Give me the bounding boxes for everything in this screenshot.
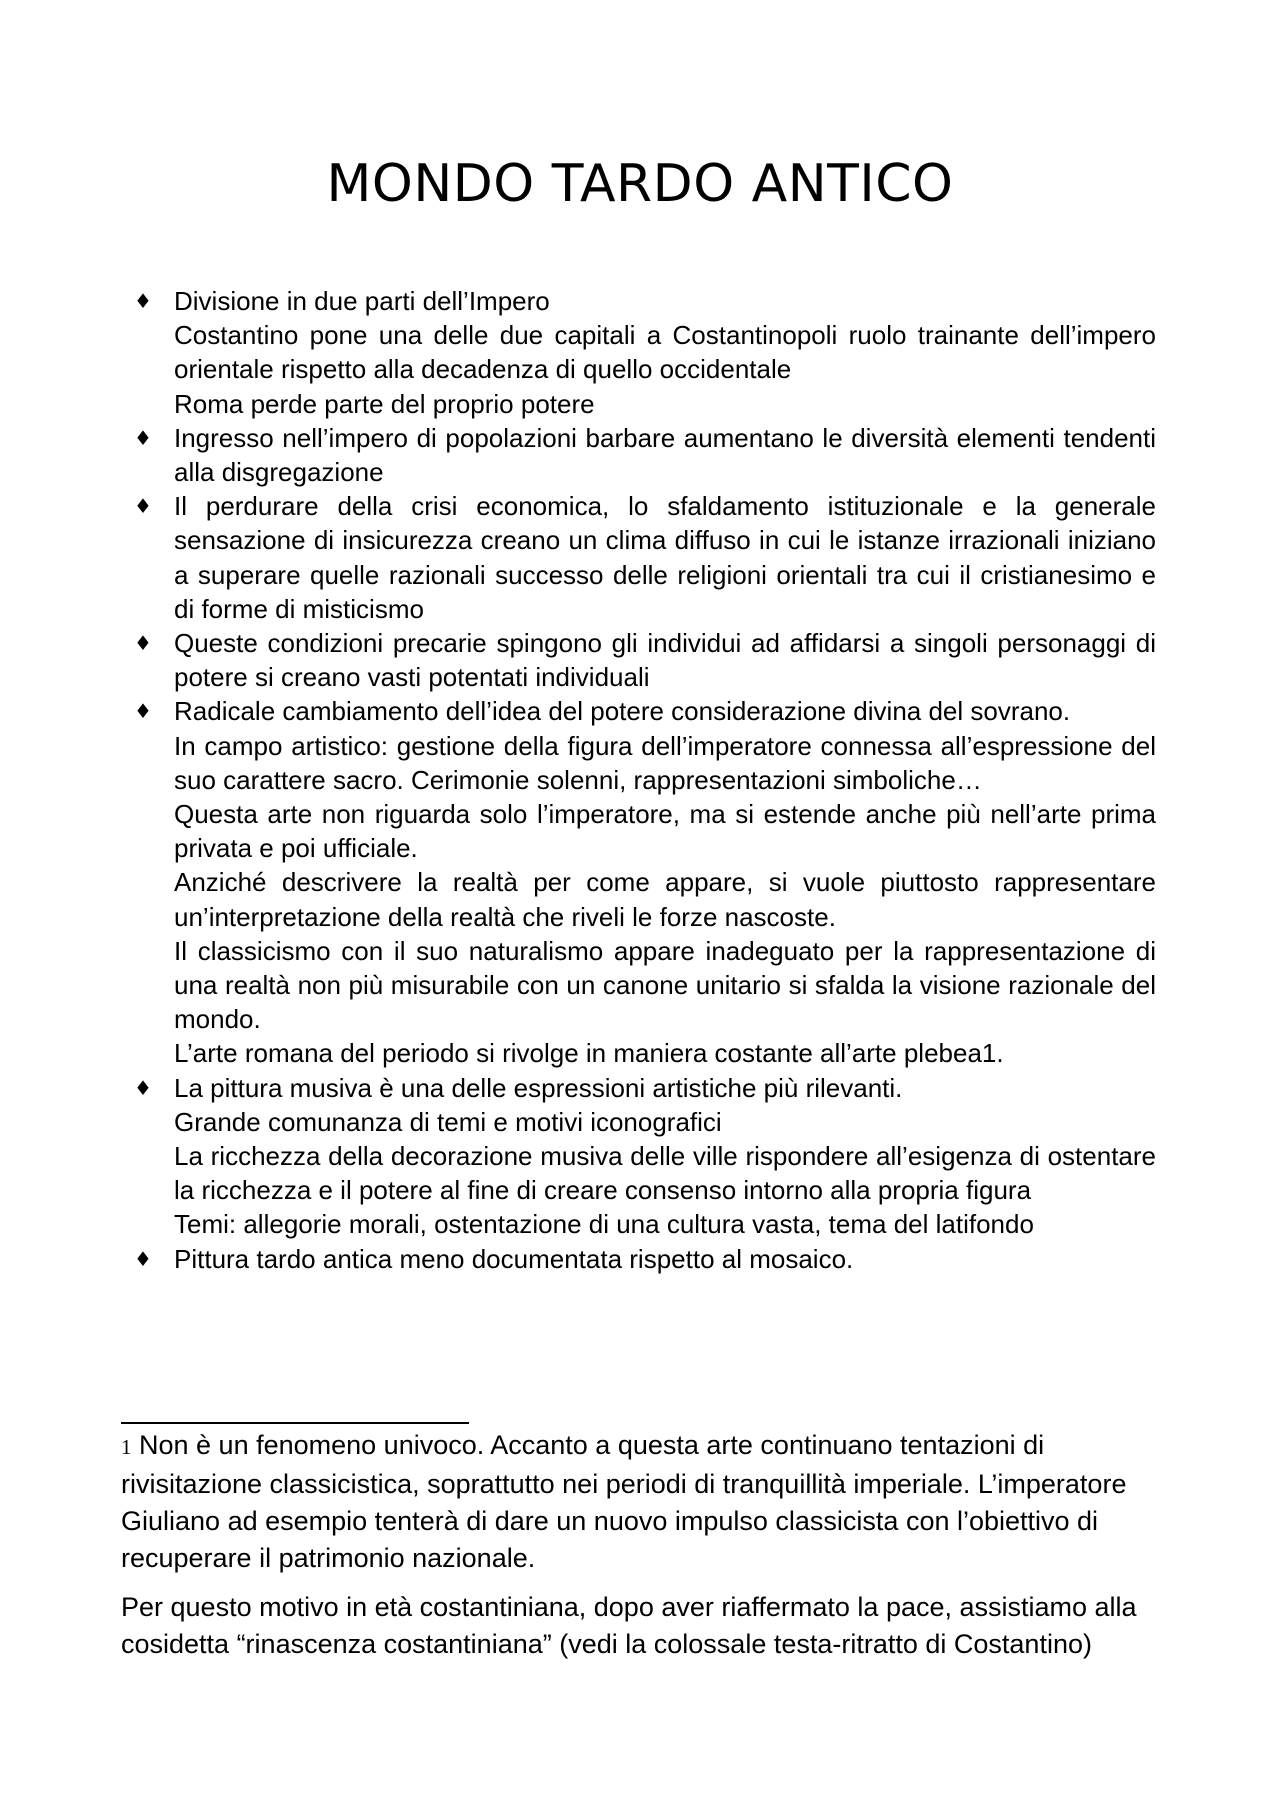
- paragraph: Grande comunanza di temi e motivi iconografici: [174, 1106, 722, 1137]
- diamond-bullet-icon: ♦: [134, 289, 152, 313]
- diamond-bullet-icon: ♦: [134, 1075, 152, 1100]
- list-item: [131, 626, 1156, 694]
- paragraph: La pittura musiva è una delle espressioni artistiche più rilevanti.: [174, 1072, 903, 1103]
- footnote-reference[interactable]: 1.: [981, 1038, 1004, 1069]
- list-item: [131, 1071, 1156, 1242]
- list-item: [131, 694, 1156, 1070]
- paragraph: Il perdurare della crisi economica, lo sfaldamento istituzionale e la generale sensazione di insicurezza creano un clima diffuso in cui le istanze irrazionali iniziano a superare quelle razionali successo delle religioni orientali tra cui il cristianesimo e di forme di misticismo: [174, 491, 1156, 624]
- footnote-text-block: [121, 1427, 1166, 1577]
- paragraph: Ingresso nell’impero di popolazioni barbare aumentano le diversità elementi tendenti alla disgregazione: [174, 422, 1156, 488]
- diamond-bullet-icon: ♦: [134, 631, 152, 656]
- list-item: [131, 1242, 1156, 1276]
- diamond-bullet-icon: ♦: [134, 494, 152, 519]
- paragraph: Queste condizioni precarie spingono gli individui ad affidarsi a singoli personaggi di potere si creano vasti potentati individuali: [174, 628, 1156, 693]
- paragraph: Radicale cambiamento dell’idea del potere considerazione divina del sovrano.: [174, 696, 1071, 727]
- paragraph: Roma perde parte del proprio potere: [174, 388, 595, 419]
- paragraph: Pittura tardo antica meno documentata rispetto al mosaico.: [174, 1243, 854, 1274]
- paragraph: Questa arte non riguarda solo l’imperatore, ma si estende anche più nell’arte prima privata e poi ufficiale.: [174, 799, 1156, 864]
- diamond-bullet-icon: ♦: [134, 699, 152, 724]
- paragraph: In campo artistico: gestione della figura dell’imperatore connessa all’espressione del suo carattere sacro. Cerimonie solenni, rappresentazioni simboliche…: [174, 730, 1156, 795]
- paragraph: Il classicismo con il suo naturalismo appare inadeguato per la rappresentazione di una realtà non più misurabile con un canone unitario si sfalda la visione razionale del mondo.: [174, 935, 1156, 1035]
- paragraph: Costantino pone una delle due capitali a Costantinopoli ruolo trainante dell’impero orientale rispetto alla decadenza di quello occidentale: [174, 320, 1156, 385]
- paragraph: La ricchezza della decorazione musiva delle ville rispondere all’esigenza di ostentare la ricchezza e il potere al fine di creare consenso intorno alla propria figura: [174, 1141, 1156, 1206]
- footnote-extra-paragraph: Per questo motivo in età costantiniana, dopo aver riaffermato la pace, assistiamo alla cosidetta “rinascenza costantiniana” (vedi la colossale testa-ritratto di Costantino): [121, 1592, 1137, 1659]
- paragraph-text: L’arte romana del periodo si rivolge in maniera costante all’arte plebea: [174, 1038, 982, 1069]
- list-item: [131, 489, 1156, 626]
- paragraph: Anziché descrivere la realtà per come appare, si vuole piuttosto rappresentare un’interpretazione della realtà che riveli le forze nascoste.: [174, 867, 1156, 932]
- footnote-separator: [121, 1422, 469, 1424]
- diamond-bullet-icon: ♦: [134, 1246, 152, 1271]
- paragraph: Divisione in due parti dell’Impero: [174, 286, 550, 316]
- list-item: [131, 284, 1156, 421]
- paragraph-with-footnote: [174, 1036, 1156, 1070]
- paragraph: Temi: allegorie morali, ostentazione di una cultura vasta, tema del latifondo: [174, 1209, 1034, 1240]
- page-title: MONDO TARDO ANTICO: [326, 154, 954, 214]
- list-item: [131, 421, 1156, 489]
- footnote: [121, 1427, 1166, 1663]
- document-body: [131, 284, 1156, 1276]
- diamond-bullet-icon: ♦: [134, 425, 152, 450]
- bullet-list: [131, 284, 1156, 1276]
- footnote-text: Non è un fenomeno univoco. Accanto a questa arte continuano tentazioni di rivisitazione classicistica, soprattutto nei periodi di tranquillità imperiale. L’imperatore Giuliano ad esempio tenterà di dare un nuovo impulso classicista con l’obiettivo di recuperare il patrimonio nazionale.: [121, 1430, 1127, 1573]
- footnote-number: 1: [121, 1435, 132, 1459]
